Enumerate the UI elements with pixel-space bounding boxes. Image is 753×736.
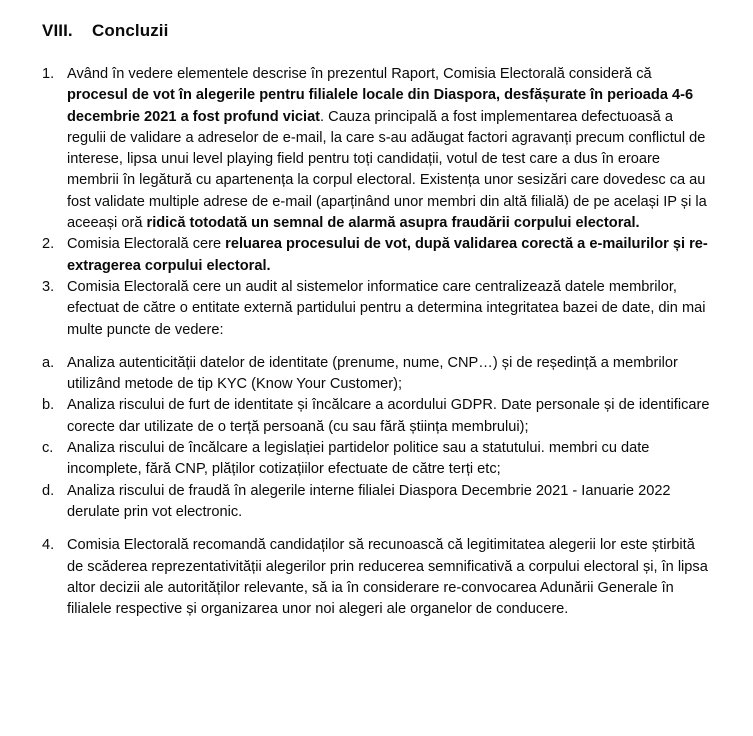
list-marker: 3. — [42, 278, 55, 295]
list-item — [42, 277, 711, 341]
section-heading — [42, 21, 711, 41]
list-item — [42, 438, 711, 481]
list-marker: 4. — [42, 537, 55, 554]
list-marker: 2. — [42, 236, 55, 253]
list-marker: b. — [42, 397, 55, 414]
list-item-text: Comisia Electorală cere reluarea procesului de vot, după validarea corectă a e-mailurilor și re-extragerea corpului electoral. — [67, 236, 708, 274]
list-item — [42, 234, 711, 277]
list-marker: 1. — [42, 66, 55, 82]
list-item-text: Analiza riscului de fraudă în alegerile interne filialei Diaspora Decembrie 2021 - Ianuarie 2022 derulate prin vot electronic. — [67, 482, 671, 520]
list-item — [42, 395, 711, 438]
list-marker: d. — [42, 482, 55, 499]
list-marker: a. — [42, 354, 55, 371]
list-item — [42, 481, 711, 524]
list-item-text: Având în vedere elementele descrise în prezentul Raport, Comisia Electorală consideră că procesul de vot în alegerile pentru filialele locale din Diaspora, desfășurate în perioada 4-6 decembrie 2021 a fost profund viciat. Cauza principală a fost implementarea defectuoasă a regulii de validare a adreselor de e-mail, la care s-au adăugat factori agravanți precum conflictul de interese, lipsa unui level playing field pentru toți candidații, votul de test care a dus în eroare membrii în legătură cu apartenența la corpul electoral. Existența unor sesizări care dovedesc ca au fost validate multiple adrese de e-mail (aparținând unor membri din altă filială) de pe același IP și la aceeași oră ridică totodată un semnal de alarmă asupra fraudării corpului electoral. — [67, 66, 707, 232]
list-item-text: Comisia Electorală recomandă candidaților să recunoască că legitimitatea alegerii lor este știrbită de scăderea reprezentativității alegerilor prin reducerea semnificativă a corpului electoral și, în lipsa altor decizii ale autorităților relevante, să ia în considerare re-convocarea Adunării Generale în filialele respective și organizarea unor noi alegeri ale organelor de conducere. — [67, 537, 708, 618]
list-item-text: Analiza riscului de furt de identitate și încălcare a acordului GDPR. Date personale și de identificare corecte dar utilizate de o terță persoană (cu sau fără știința membrului); — [67, 397, 710, 435]
list-marker: c. — [42, 440, 54, 457]
list-item — [42, 353, 711, 396]
section-title: Concluzii — [92, 21, 169, 40]
list-item-text: Analiza autenticității datelor de identitate (prenume, nume, CNP…) și de reședință a membrilor utilizând metode de tip KYC (Know Your Customer); — [67, 354, 678, 393]
section-number: VIII. — [42, 21, 73, 40]
list-item-text: Comisia Electorală cere un audit al sistemelor informatice care centralizează datele membrilor, efectuat de către o entitate externă partidului pentru a determina integritatea bazei de date, din mai multe puncte de vedere: — [67, 278, 706, 338]
list-item — [42, 535, 711, 620]
list-item — [42, 64, 711, 234]
list-item-text: Analiza riscului de încălcare a legislației partidelor politice sau a statutului. membri cu date incomplete, fără CNP, plăților cotizațiilor efectuate de către terți etc; — [67, 440, 650, 478]
conclusions-list — [42, 64, 711, 620]
